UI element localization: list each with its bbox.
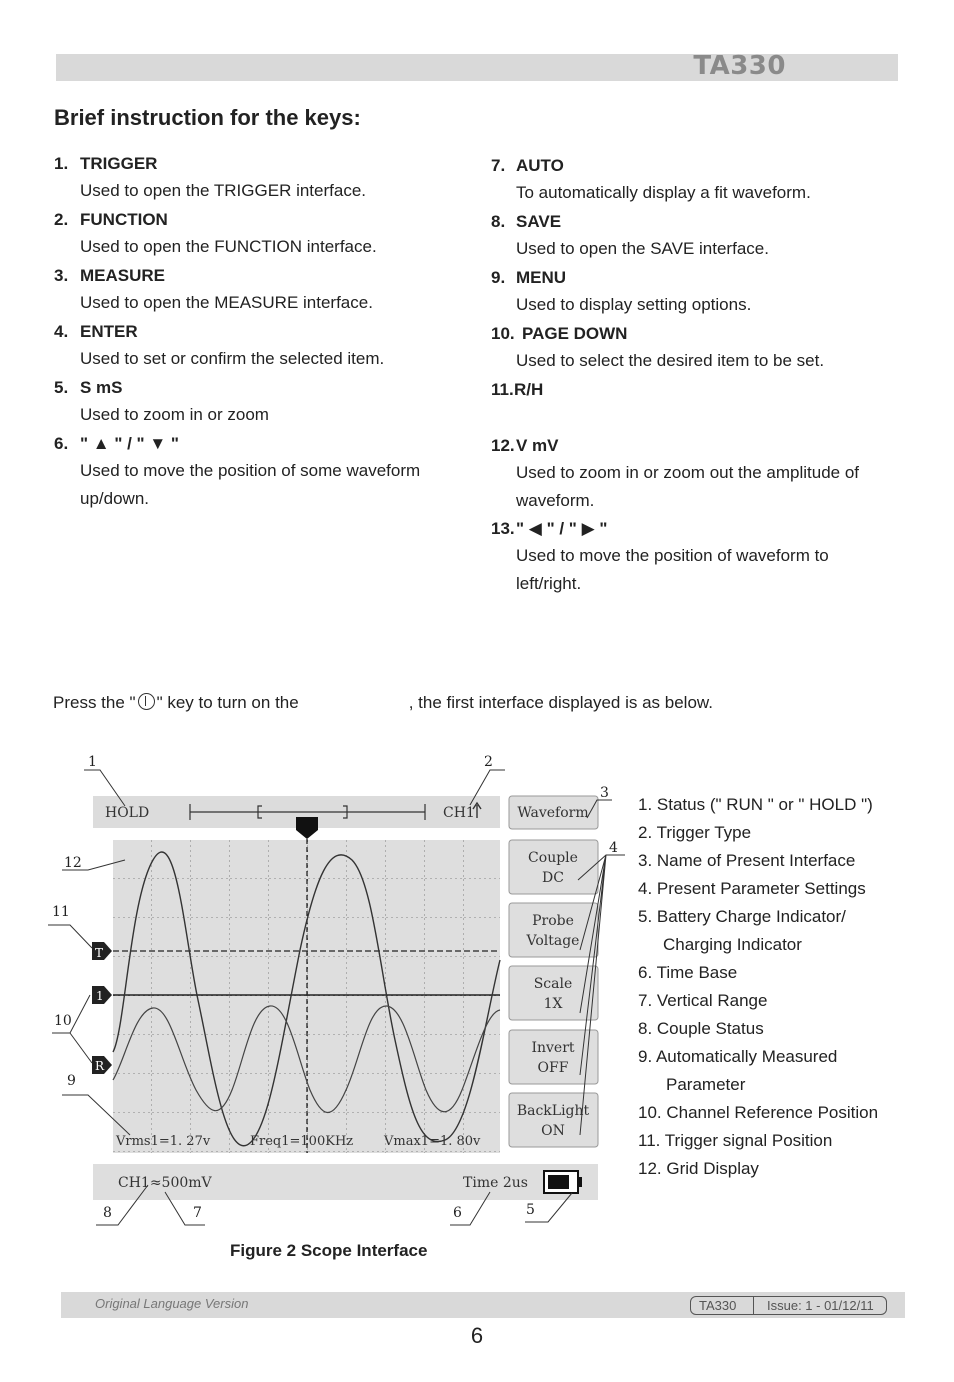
legend-item: 5. Battery Charge Indicator/	[638, 907, 846, 926]
legend-item: 6. Time Base	[638, 963, 738, 982]
footer-model: TA330	[699, 1298, 737, 1313]
battery-icon	[544, 1171, 582, 1193]
menu-button-scale[interactable]	[509, 966, 598, 1020]
svg-text:9: 9	[67, 1073, 76, 1089]
legend-item: 11. Trigger signal Position	[638, 1131, 833, 1150]
legend-item: 9. Automatically Measured	[638, 1047, 838, 1066]
intro-text-3: , the first interface displayed is as below.	[408, 693, 713, 712]
key-description: Used to select the desired item to be set.	[516, 351, 825, 370]
legend-item: 3. Name of Present Interface	[638, 851, 856, 870]
key-name: S mS	[80, 378, 123, 397]
legend-item: 10. Channel Reference Position	[638, 1103, 879, 1122]
channel-label: CH1	[443, 805, 475, 821]
footer-issue: Issue: 1 - 01/12/11	[767, 1298, 874, 1313]
key-description: Used to open the MEASURE interface.	[80, 293, 373, 312]
vertical-range-label: CH1≈500mV	[118, 1175, 212, 1191]
svg-text:BackLight: BackLight	[516, 1103, 590, 1119]
key-name: FUNCTION	[80, 210, 168, 229]
page-number: 6	[470, 1323, 484, 1348]
status-label: HOLD	[105, 805, 150, 821]
key-description: Used to open the SAVE interface.	[516, 239, 769, 258]
channel-marker	[92, 986, 112, 1004]
menu-button-waveform[interactable]	[509, 796, 598, 829]
svg-text:6: 6	[453, 1205, 462, 1221]
key-description: Used to zoom in or zoom out the amplitude of waveform.	[516, 463, 860, 510]
svg-text:OFF: OFF	[537, 1060, 569, 1076]
footer-issue-box	[690, 1296, 887, 1315]
key-number: 7.	[491, 156, 506, 175]
key-number: 10.	[491, 324, 515, 343]
svg-text:3: 3	[600, 785, 609, 801]
measurement-vmax: Vmax1=1. 80v	[384, 1134, 481, 1149]
key-name: SAVE	[516, 212, 562, 231]
reference-marker	[92, 1056, 112, 1074]
key-number: 4.	[54, 322, 69, 341]
svg-text:7: 7	[193, 1205, 202, 1221]
menu-button-couple[interactable]	[509, 840, 598, 894]
key-number: 6.	[54, 434, 69, 453]
key-description: Used to move the position of waveform to left/right.	[516, 546, 829, 593]
key-description: To automatically display a fit waveform.	[516, 183, 811, 202]
svg-text:1: 1	[96, 989, 104, 1003]
key-description: Used to zoom in or zoom	[80, 405, 269, 424]
legend-item: Parameter	[666, 1075, 746, 1094]
key-name: MENU	[516, 268, 567, 287]
trigger-marker	[92, 942, 112, 960]
svg-text:1X: 1X	[543, 996, 563, 1012]
svg-text:12: 12	[64, 855, 82, 871]
key-name: " ◀ " / " ▶ "	[516, 519, 608, 538]
trigger-time-marker	[296, 817, 318, 839]
key-number: 9.	[491, 268, 506, 287]
legend-item: 1. Status (" RUN " or " HOLD ")	[638, 795, 873, 814]
svg-text:Scale: Scale	[533, 976, 573, 992]
key-description: Used to open the FUNCTION interface.	[80, 237, 377, 256]
legend-item: Charging Indicator	[663, 935, 802, 954]
svg-text:5: 5	[526, 1202, 535, 1218]
intro-text-1: Press the "	[53, 693, 136, 712]
key-number: 13.	[491, 519, 515, 538]
svg-text:4: 4	[609, 840, 618, 856]
legend-item: 7. Vertical Range	[638, 991, 768, 1010]
measurement-freq: Freq1=100KHz	[250, 1134, 354, 1149]
key-name: R/H	[514, 380, 544, 399]
key-name: V mV	[516, 436, 559, 455]
svg-text:ON: ON	[541, 1123, 565, 1139]
svg-text:1: 1	[88, 754, 97, 770]
key-number: 1.	[54, 154, 69, 173]
key-number: 11.	[491, 380, 514, 399]
key-description: Used to move the position of some waveform up/down.	[80, 461, 421, 508]
key-number: 3.	[54, 266, 69, 285]
svg-text:Probe: Probe	[532, 913, 574, 929]
key-name: ENTER	[80, 322, 138, 341]
key-number: 8.	[491, 212, 506, 231]
svg-text:DC: DC	[542, 870, 564, 886]
svg-text:Invert: Invert	[531, 1040, 575, 1056]
menu-button-backlight[interactable]	[509, 1093, 598, 1147]
footer-language: Original Language Version	[95, 1296, 249, 1311]
svg-text:11: 11	[52, 904, 70, 920]
model-name: TA330	[693, 51, 786, 81]
timebase-label: Time 2us	[463, 1175, 528, 1191]
svg-text:R: R	[95, 1059, 105, 1073]
menu-button-probe[interactable]	[509, 903, 598, 957]
key-name: AUTO	[516, 156, 564, 175]
measurement-vrms: Vrms1=1. 27v	[116, 1134, 211, 1149]
key-name: MEASURE	[80, 266, 166, 285]
key-description: Used to open the TRIGGER interface.	[80, 181, 366, 200]
key-name: " ▲ " / " ▼ "	[80, 434, 179, 453]
svg-text:T: T	[95, 946, 104, 960]
key-name: TRIGGER	[80, 154, 158, 173]
key-number: 12.	[491, 436, 515, 455]
svg-text:Couple: Couple	[528, 850, 578, 866]
key-number: 2.	[54, 210, 69, 229]
legend-item: 8. Couple Status	[638, 1019, 764, 1038]
legend-item: 2. Trigger Type	[638, 823, 752, 842]
legend-item: 4. Present Parameter Settings	[638, 879, 866, 898]
intro-text-2: " key to turn on the	[156, 693, 299, 712]
figure-caption: Figure 2 Scope Interface	[230, 1241, 428, 1260]
svg-text:Voltage: Voltage	[526, 933, 580, 949]
svg-text:2: 2	[484, 754, 493, 770]
section-title: Brief instruction for the keys:	[54, 105, 361, 130]
key-description: Used to set or confirm the selected item.	[80, 349, 385, 368]
key-name: PAGE DOWN	[522, 324, 628, 343]
svg-text:10: 10	[54, 1013, 72, 1029]
key-number: 5.	[54, 378, 69, 397]
svg-text:8: 8	[103, 1205, 112, 1221]
legend-item: 12. Grid Display	[638, 1159, 759, 1178]
svg-text:Waveform: Waveform	[517, 805, 589, 821]
key-description: Used to display setting options.	[516, 295, 752, 314]
